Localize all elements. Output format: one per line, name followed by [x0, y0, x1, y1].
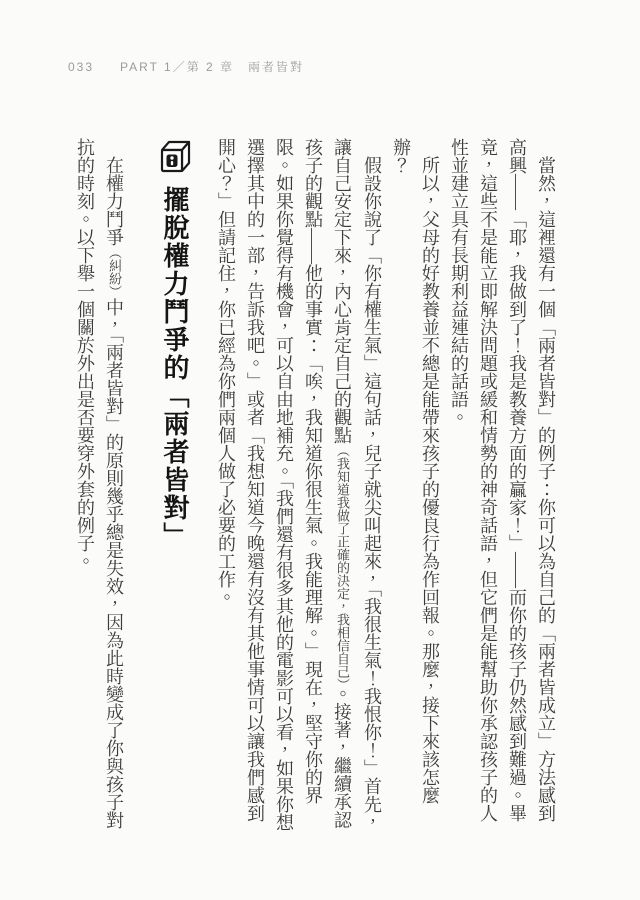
parenthetical-note: （糾紛）	[107, 246, 122, 298]
text-run: 。接著，繼續承認孩子的觀點——他的事實：「唉，我知道你很生氣。我能理解。」現在，堅守你的界限。如果你覺得有機會，可以自由地補充。「我們還有很多其他的電影可以看，如果你想選擇其中的一部，告訴我吧。」或者「我想知道今晚還有沒有其他事情可以讓我們感到開心？」但請記住，你已經為你們兩個人做了必要的工作。	[216, 138, 352, 831]
section-heading	[157, 138, 193, 838]
body-text	[70, 138, 560, 838]
section-heading-text: 擺脫權力鬥爭的「兩者皆對」	[160, 186, 190, 550]
parenthetical-note: （我知道我做了正確的決定，我相信自己）	[335, 444, 350, 685]
chapter-title: PART 1／第 2 章 兩者皆對	[120, 60, 305, 74]
paragraph-2	[386, 138, 444, 838]
running-header	[68, 58, 304, 75]
section-2-paragraphs	[70, 138, 129, 838]
cube-lightbulb-icon	[158, 138, 192, 178]
paragraph-3	[211, 138, 386, 838]
text-run: 所以，父母的好教養並不總是能帶來孩子的優良行為作回報。那麼，接下來該怎麼辦？	[391, 138, 440, 804]
text-run: 假設你說了「你有權生氣」這句話，兒子就尖叫起來，「我很生氣！我恨你！」首先，讓自己安定下來，內心肯定自己的觀點	[332, 138, 382, 831]
section-1-paragraphs	[211, 138, 560, 838]
paragraph-1	[444, 138, 560, 838]
paragraph-4	[70, 138, 129, 838]
text-run: 在權力鬥爭	[104, 156, 124, 246]
text-run: 當然，這裡還有一個「兩者皆對」的例子：你可以為自己的「兩者皆成立」方法感到高興——「耶，我做到了！我是教養方面的贏家！」——而你的孩子仍然感到難過。畢竟，這些不是能立即解決問題或緩和情勢的神奇話語，但它們是能幫助你承認孩子的人性並建立具有長期利益連結的話語。	[449, 138, 556, 822]
text-run: 中，「兩者皆對」的原則幾乎總是失效，因為此時變成了你與孩子對抗的時刻。以下舉一個關於外出是否要穿外套的例子。	[75, 138, 124, 829]
page-number: 033	[68, 60, 95, 74]
